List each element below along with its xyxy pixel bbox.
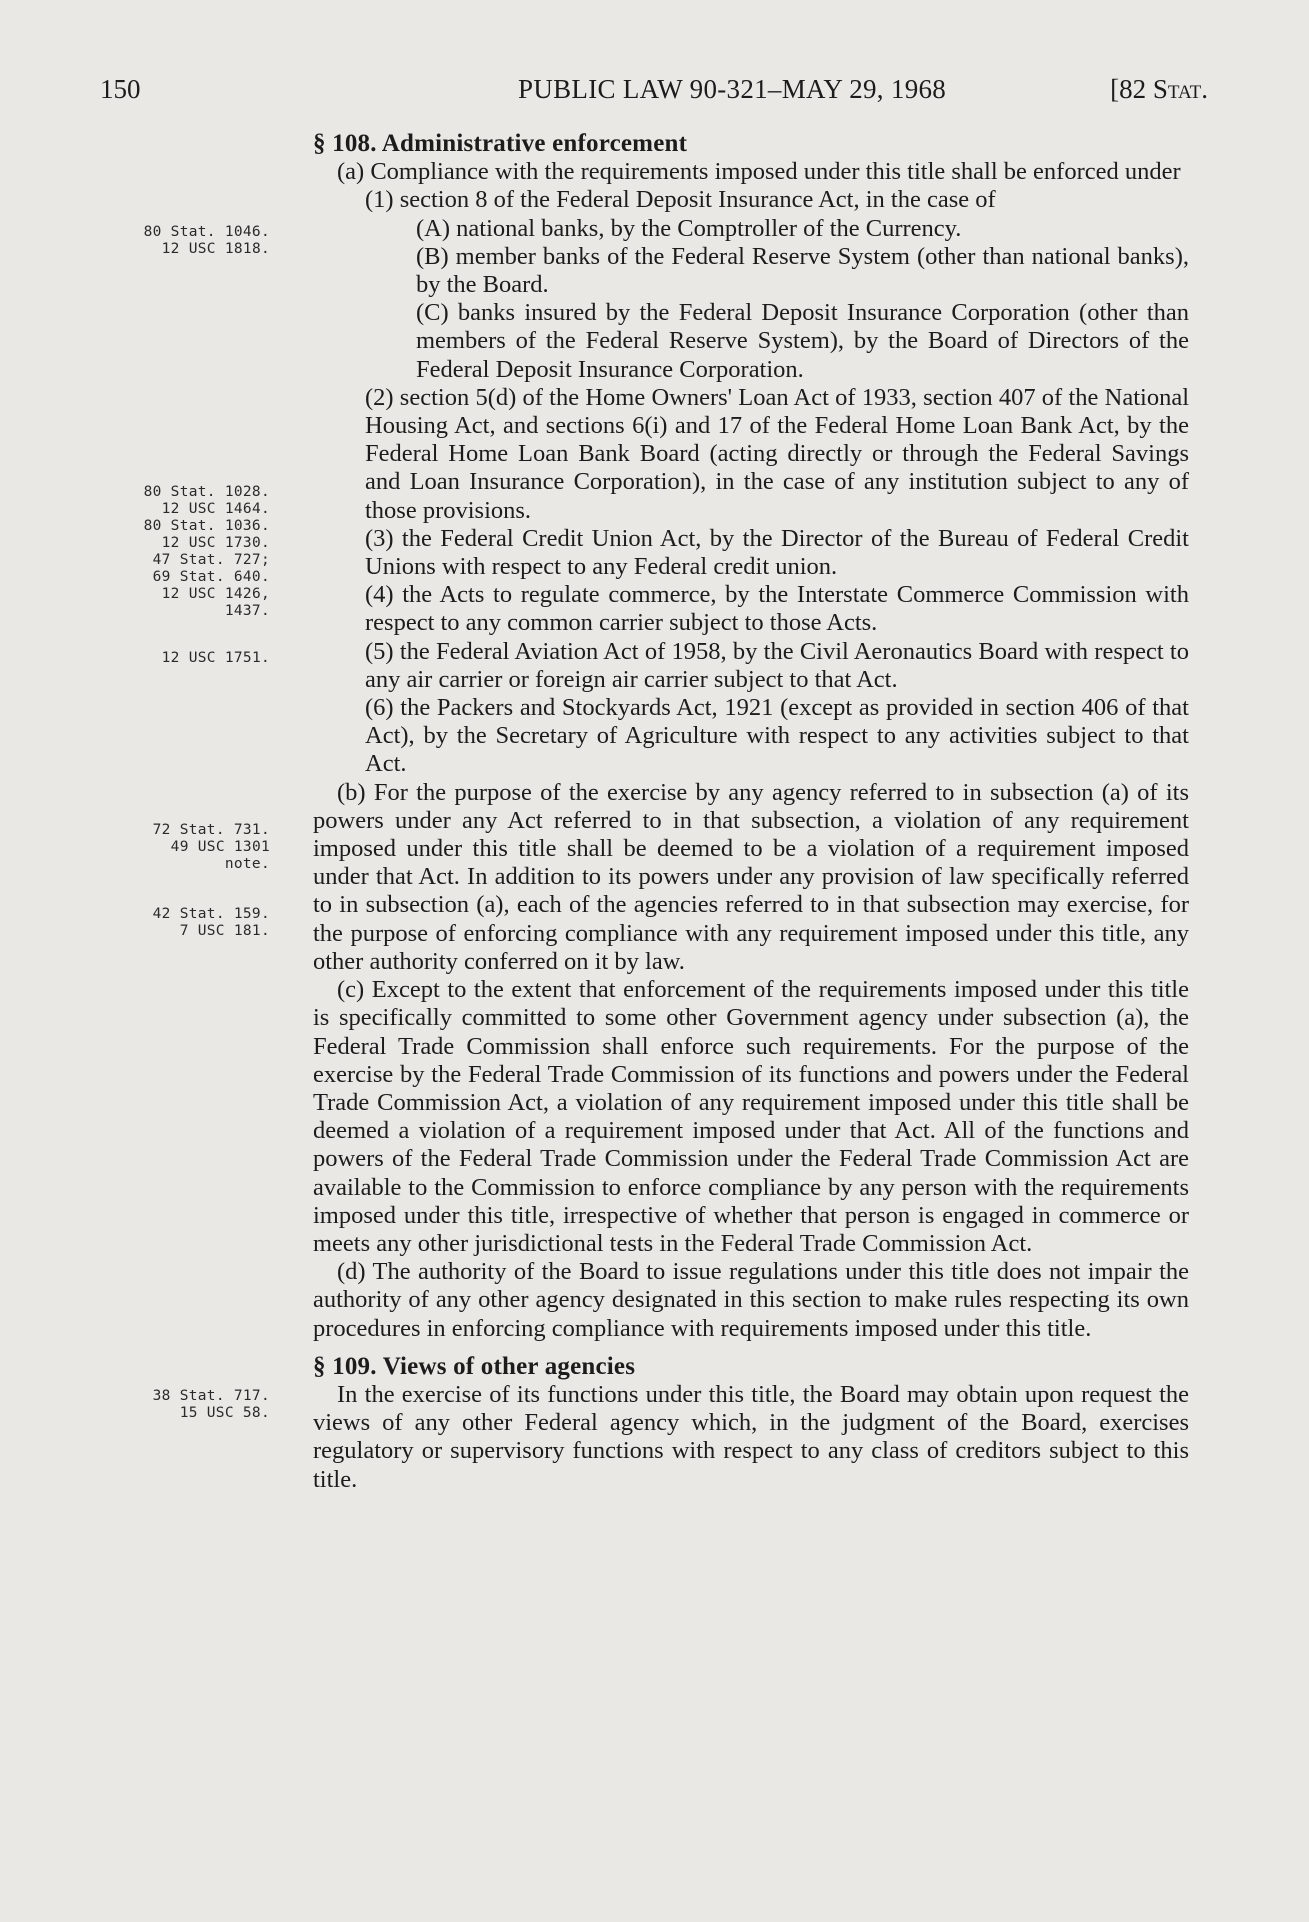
- subparagraph-a: (A) national banks, by the Comptroller of the Currency.: [416, 214, 962, 242]
- subsection-b: (b) For the purpose of the exercise by any agency referred to in subsection (a) of its powers under any Act referred to in that subsection, a violation of any requirement imposed under this title shall be deemed to be a violation of a requirement imposed under that Act. In addition to its powers under any provision of law specifically referred to in subsection (a), each of the agencies referred to in that subsection may exercise, for the purpose of enforcing compliance with any requirement imposed under this title, any other authority conferred on it by law.: [313, 778, 1189, 975]
- paragraph-1: (1) section 8 of the Federal Deposit Insurance Act, in the case of: [365, 186, 996, 214]
- section-heading: § 108. Administrative enforcement: [313, 130, 688, 157]
- margin-note: [100, 1388, 270, 1422]
- section-109-text: In the exercise of its functions under this title, the Board may obtain upon request the views of any other Federal agency which, in the judgment of the Board, exercises regulatory or supervisory functions with respect to any class of creditors subject to this title.: [313, 1380, 1189, 1493]
- margin-note-line: 7 USC 181.: [179, 923, 270, 939]
- header-title: PUBLIC LAW 90-321–MAY 29, 1968: [518, 74, 947, 104]
- running-header: [100, 74, 1208, 114]
- subparagraph-b: (B) member banks of the Federal Reserve System (other than national banks), by the Board.: [416, 242, 1189, 299]
- margin-note-line: 72 Stat. 731.: [152, 822, 270, 838]
- margin-note-line: 38 Stat. 717.: [152, 1388, 270, 1404]
- paragraph-3: (3) the Federal Credit Union Act, by the Director of the Bureau of Federal Credit Unions with respect to any Federal credit union.: [365, 524, 1189, 581]
- margin-note-line: 12 USC 1751.: [161, 650, 270, 666]
- margin-note-line: note.: [224, 856, 270, 872]
- section-heading: § 109. Views of other agencies: [313, 1352, 636, 1380]
- margin-note: [100, 224, 270, 258]
- subparagraph-c: (C) banks insured by the Federal Deposit Insurance Corporation (other than members of the Federal Reserve System), by the Board of Directors of the Federal Deposit Insurance Corporation.: [416, 299, 1189, 383]
- margin-note-line: 47 Stat. 727;: [152, 552, 270, 568]
- page-number: 150: [100, 74, 141, 104]
- margin-note-line: 12 USC 1730.: [161, 535, 270, 551]
- paragraph-4: (4) the Acts to regulate commerce, by the Interstate Commerce Commission with respect to any common carrier subject to those Acts.: [365, 581, 1189, 637]
- margin-note-line: 80 Stat. 1046.: [143, 224, 270, 240]
- subsection-a-intro: (a) Compliance with the requirements imposed under this title shall be enforced under: [337, 158, 1181, 186]
- margin-note-line: 69 Stat. 640.: [152, 569, 270, 585]
- margin-note-line: 80 Stat. 1036.: [143, 518, 270, 534]
- margin-note: [100, 650, 270, 667]
- paragraph-2: (2) section 5(d) of the Home Owners' Loan Act of 1933, section 407 of the National Housing Act, and sections 6(i) and 17 of the Federal Home Loan Bank Act, by the Federal Home Loan Bank Board (acting directly or through the Federal Savings and Loan Insurance Corporation), in the case of any institution subject to any of those provisions.: [365, 383, 1189, 524]
- volume-reference: [82 Stat.: [1110, 74, 1208, 104]
- margin-note: [100, 906, 270, 940]
- margin-note-line: 12 USC 1426,: [161, 586, 270, 602]
- margin-note: [100, 484, 270, 620]
- body-text: [313, 130, 1189, 1494]
- margin-note-line: 1437.: [224, 603, 270, 619]
- subsection-d: (d) The authority of the Board to issue regulations under this title does not impair the authority of any other agency designated in this section to make rules respecting its own procedures in enforcing compliance with requirements imposed under this title.: [313, 1258, 1189, 1342]
- margin-note: [100, 822, 270, 873]
- margin-note-line: 49 USC 1301: [170, 839, 270, 855]
- margin-note-line: 42 Stat. 159.: [152, 906, 270, 922]
- margin-note-line: 12 USC 1818.: [161, 241, 270, 257]
- paragraph-6: (6) the Packers and Stockyards Act, 1921 (except as provided in section 406 of that Act), by the Secretary of Agriculture with respect to any activities subject to that Act.: [365, 694, 1189, 778]
- margin-note-line: 80 Stat. 1028.: [143, 484, 270, 500]
- margin-note-line: 15 USC 58.: [179, 1405, 270, 1421]
- subsection-c: (c) Except to the extent that enforcement of the requirements imposed under this title is specifically committed to some other Government agency under subsection (a), the Federal Trade Commission shall enforce such requirements. For the purpose of the exercise by the Federal Trade Commission of its functions and powers under the Federal Trade Commission Act, a violation of any requirement imposed under this title shall be deemed a violation of a requirement imposed under that Act. All of the functions and powers of the Federal Trade Commission under the Federal Trade Commission Act are available to the Commission to enforce compliance by any person with the requirements imposed under this title, irrespective of whether that person is engaged in commerce or meets any other jurisdictional tests in the Federal Trade Commission Act.: [313, 976, 1189, 1257]
- paragraph-5: (5) the Federal Aviation Act of 1958, by the Civil Aeronautics Board with respect to any air carrier or foreign air carrier subject to that Act.: [365, 637, 1189, 693]
- margin-note-line: 12 USC 1464.: [161, 501, 270, 517]
